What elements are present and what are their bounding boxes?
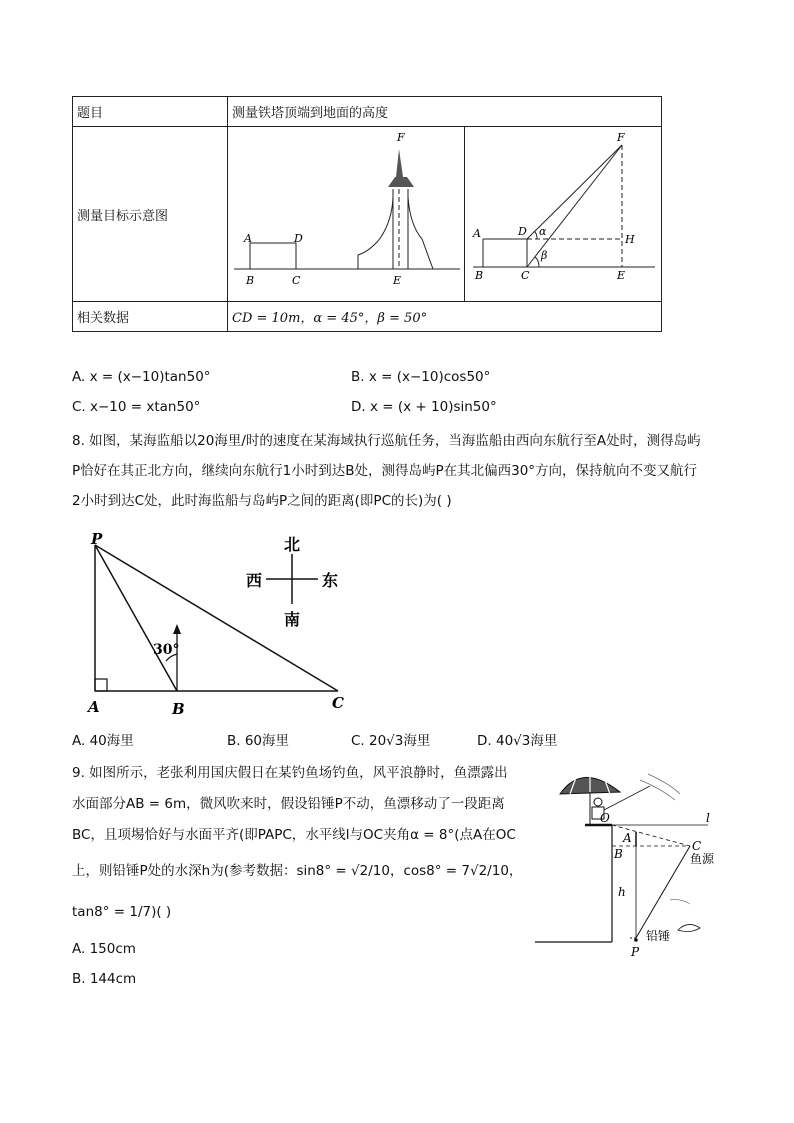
q8-text-line1: 8. 如图，某海监船以20海里/时的速度在某海域执行巡航任务，当海监船由西向东航行至A处时，测得岛屿 [72,433,701,449]
q7-option-a: A. x = (x−10)tan50° [72,369,211,385]
label-C: C [521,269,530,282]
label-beta: β [541,249,548,262]
tower-diagram-right [465,127,661,297]
label-C: C [292,274,301,287]
q9-text-line1: 9. 如图所示，老张利用国庆假日在某钓鱼场钓鱼，风平浪静时，鱼漂露出 [72,765,508,781]
diagram-right-cell [465,127,662,302]
label-P: P [91,530,103,548]
table-value-data: CD = 10m，α = 45°，β = 50° [228,302,662,332]
label-B: B [614,847,623,861]
label-C: C [332,694,344,712]
q9-text-line2: 水面部分AB = 6m，微风吹来时，假设铅锤P不动，鱼漂移动了一段距离 [72,796,505,812]
q9-text-line4: 上，则铅锤P处的水深h为(参考数据：sin8° = √2/10，cos8° = 7√2/10， [72,863,523,879]
compass-east: 东 [322,571,339,590]
label-weight: 铅锤 [646,929,671,943]
table-label-diagram: 测量目标示意图 [73,127,228,302]
label-E: E [393,274,402,287]
label-h: h [618,885,626,899]
q8-text-line3: 2小时到达C处，此时海监船与岛屿P之间的距离(即PC的长)为( ) [72,493,452,509]
label-l: l [706,811,710,825]
compass-north: 北 [284,535,301,554]
tower-diagram-left [228,127,464,297]
label-B: B [172,700,185,718]
table-label-topic: 题目 [73,97,228,127]
label-B: B [246,274,255,287]
q7-option-b: B. x = (x−10)cos50° [351,369,491,385]
q9-text-line5: tan8° = 1/7)( ) [72,904,172,920]
label-alpha: α [539,225,547,238]
label-F: F [617,131,625,144]
q8-option-d: D. 40√3海里 [477,733,558,749]
label-A: A [473,227,481,240]
label-H: H [625,233,635,246]
label-D: D [518,225,527,238]
label-F: F [397,131,405,144]
label-B: B [475,269,484,282]
label-P: P [631,945,640,959]
q9-option-b: B. 144cm [72,971,137,987]
label-A: A [88,698,100,716]
compass-south: 南 [284,610,301,629]
label-fish-source: 鱼源 [690,852,715,866]
table-value-topic: 测量铁塔顶端到地面的高度 [228,97,662,127]
label-A: A [623,831,632,845]
q9-option-a: A. 150cm [72,941,136,957]
angle-label-30: 30° [153,642,180,658]
diagram-left-cell [228,127,465,302]
compass-west: 西 [246,571,263,590]
label-O: O [600,811,610,825]
table-label-data: 相关数据 [73,302,228,332]
q8-option-b: B. 60海里 [227,733,290,749]
label-A: A [244,232,252,245]
q8-text-line2: P恰好在其正北方向，继续向东航行1小时到达B处，测得岛屿P在其北偏西30°方向，保持航向不变又航行 [72,463,698,479]
q7-option-c: C. x−10 = xtan50° [72,399,201,415]
label-E: E [617,269,626,282]
q8-option-c: C. 20√3海里 [351,733,431,749]
q7-option-d: D. x = (x + 10)sin50° [351,399,497,415]
compass-icon [240,530,350,630]
survey-table [72,96,662,332]
label-D: D [294,232,303,245]
q8-option-a: A. 40海里 [72,733,134,749]
q9-text-line3: BC，且项埸恰好与水面平齐(即PAPC，水平线l与OC夹角α = 8°(点A在OC [72,827,516,843]
label-C: C [692,839,702,853]
q9-fishing-figure [530,760,730,960]
